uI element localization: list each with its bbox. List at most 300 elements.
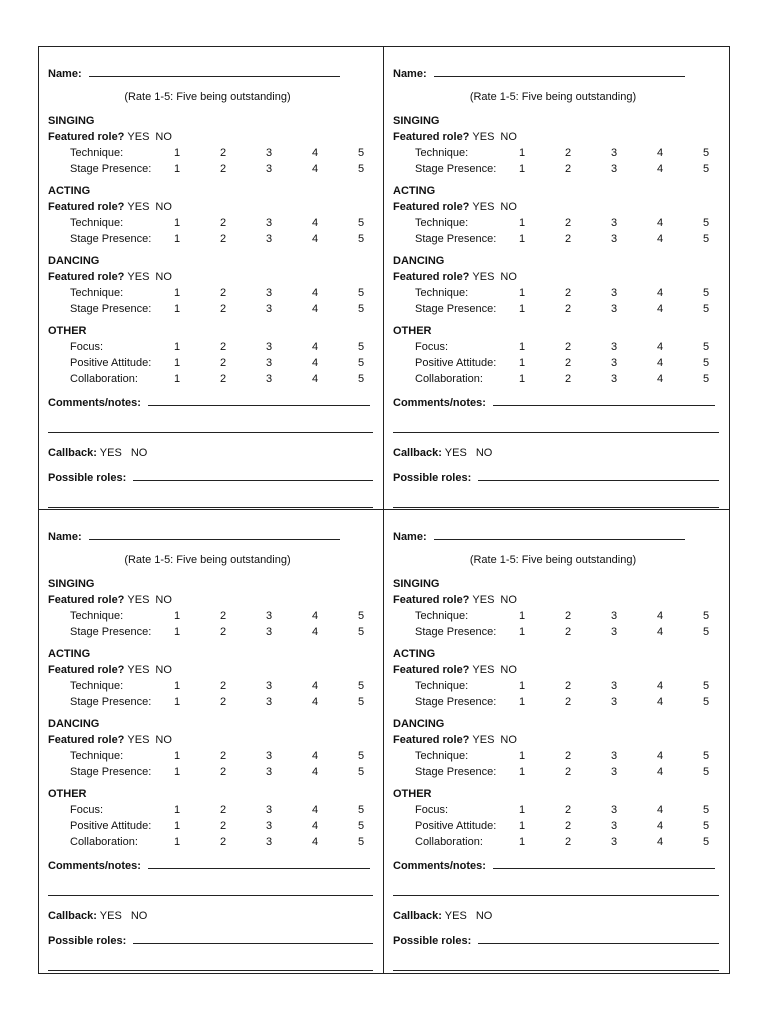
score-option-1[interactable]: 1 <box>519 287 526 299</box>
possible-roles-extra-line[interactable] <box>393 495 719 508</box>
score-option-3[interactable]: 3 <box>266 836 273 848</box>
featured-role-row <box>393 732 719 748</box>
score-option-5[interactable]: 5 <box>358 303 365 315</box>
possible-roles-label: Possible roles: <box>393 935 472 947</box>
possible-roles-field[interactable] <box>478 469 719 481</box>
score-option-5[interactable]: 5 <box>703 766 710 778</box>
score-option-4[interactable]: 4 <box>657 373 664 385</box>
score-option-5[interactable]: 5 <box>703 357 710 369</box>
rating-row <box>393 231 719 247</box>
score-option-3[interactable]: 3 <box>266 341 273 353</box>
rating-row <box>393 748 719 764</box>
score-option-4[interactable]: 4 <box>312 766 319 778</box>
score-option-4[interactable]: 4 <box>657 836 664 848</box>
score-option-2[interactable]: 2 <box>565 357 572 369</box>
score-option-3[interactable]: 3 <box>266 804 273 816</box>
score-option-3[interactable]: 3 <box>611 820 618 832</box>
score-option-1[interactable]: 1 <box>519 303 526 315</box>
score-option-1[interactable]: 1 <box>174 750 181 762</box>
score-option-5[interactable]: 5 <box>358 836 365 848</box>
score-option-4[interactable]: 4 <box>312 820 319 832</box>
section-title: SINGING <box>393 115 440 127</box>
rating-row <box>393 285 719 301</box>
score-option-2[interactable]: 2 <box>565 373 572 385</box>
score-option-1[interactable]: 1 <box>174 233 181 245</box>
featured-no-option[interactable]: NO <box>155 271 172 283</box>
possible-roles-label: Possible roles: <box>393 472 472 484</box>
score-option-1[interactable]: 1 <box>174 147 181 159</box>
score-option-3[interactable]: 3 <box>611 696 618 708</box>
score-option-2[interactable]: 2 <box>220 766 227 778</box>
score-option-3[interactable]: 3 <box>611 147 618 159</box>
featured-no-option[interactable]: NO <box>500 271 517 283</box>
callback-row <box>48 445 373 461</box>
score-option-5[interactable]: 5 <box>703 287 710 299</box>
score-option-3[interactable]: 3 <box>266 750 273 762</box>
criterion-label: Technique: <box>415 147 469 159</box>
score-option-2[interactable]: 2 <box>565 680 572 692</box>
score-option-2[interactable]: 2 <box>565 303 572 315</box>
name-field[interactable] <box>434 528 685 540</box>
score-option-5[interactable]: 5 <box>358 626 365 638</box>
score-option-2[interactable]: 2 <box>565 766 572 778</box>
comments-field[interactable] <box>493 857 715 869</box>
comments-field[interactable] <box>493 394 715 406</box>
score-option-2[interactable]: 2 <box>565 626 572 638</box>
featured-yes-option[interactable]: YES <box>472 201 495 213</box>
score-option-3[interactable]: 3 <box>611 233 618 245</box>
featured-no-option[interactable]: NO <box>500 734 517 746</box>
section-title: ACTING <box>48 648 91 660</box>
score-option-2[interactable]: 2 <box>565 750 572 762</box>
criterion-label: Positive Attitude: <box>70 820 152 832</box>
score-option-5[interactable]: 5 <box>703 147 710 159</box>
rating-row <box>393 371 719 387</box>
score-option-3[interactable]: 3 <box>611 373 618 385</box>
criterion-label: Technique: <box>70 680 124 692</box>
featured-no-option[interactable]: NO <box>500 664 517 676</box>
score-option-1[interactable]: 1 <box>174 303 181 315</box>
score-option-3[interactable]: 3 <box>266 357 273 369</box>
criterion-label: Positive Attitude: <box>415 820 497 832</box>
score-option-4[interactable]: 4 <box>657 626 664 638</box>
score-option-3[interactable]: 3 <box>266 610 273 622</box>
comments-field[interactable] <box>148 857 370 869</box>
score-option-5[interactable]: 5 <box>703 341 710 353</box>
rating-row <box>48 694 373 710</box>
score-option-4[interactable]: 4 <box>312 303 319 315</box>
score-option-3[interactable]: 3 <box>611 610 618 622</box>
criterion-label: Technique: <box>415 680 469 692</box>
score-option-4[interactable]: 4 <box>657 750 664 762</box>
comments-extra-line[interactable] <box>48 883 373 896</box>
score-option-2[interactable]: 2 <box>220 233 227 245</box>
criterion-label: Positive Attitude: <box>70 357 152 369</box>
score-option-3[interactable]: 3 <box>266 766 273 778</box>
score-option-1[interactable]: 1 <box>519 217 526 229</box>
score-option-2[interactable]: 2 <box>565 836 572 848</box>
featured-role-row <box>48 129 373 145</box>
score-option-2[interactable]: 2 <box>220 750 227 762</box>
featured-no-option[interactable]: NO <box>155 664 172 676</box>
score-option-5[interactable]: 5 <box>358 357 365 369</box>
score-option-3[interactable]: 3 <box>611 766 618 778</box>
score-option-4[interactable]: 4 <box>312 750 319 762</box>
score-option-1[interactable]: 1 <box>174 163 181 175</box>
criterion-label: Technique: <box>70 147 124 159</box>
section-singing <box>48 576 373 640</box>
name-field[interactable] <box>89 528 340 540</box>
score-option-1[interactable]: 1 <box>174 804 181 816</box>
score-option-5[interactable]: 5 <box>358 163 365 175</box>
score-option-4[interactable]: 4 <box>312 804 319 816</box>
section-acting <box>393 183 719 247</box>
score-option-2[interactable]: 2 <box>220 836 227 848</box>
score-option-2[interactable]: 2 <box>220 696 227 708</box>
section-title: SINGING <box>393 578 440 590</box>
score-option-5[interactable]: 5 <box>358 820 365 832</box>
score-option-3[interactable]: 3 <box>266 696 273 708</box>
comments-field[interactable] <box>148 394 370 406</box>
featured-yes-option[interactable]: YES <box>472 734 495 746</box>
featured-no-option[interactable]: NO <box>500 131 517 143</box>
featured-no-option[interactable]: NO <box>500 201 517 213</box>
featured-no-option[interactable]: NO <box>155 131 172 143</box>
score-option-4[interactable]: 4 <box>657 147 664 159</box>
section-title: SINGING <box>48 578 95 590</box>
criterion-label: Focus: <box>70 804 104 816</box>
section-singing <box>48 113 373 177</box>
score-option-3[interactable]: 3 <box>611 750 618 762</box>
score-option-5[interactable]: 5 <box>358 696 365 708</box>
callback-yes-option[interactable]: YES <box>444 910 467 922</box>
callback-yes-option[interactable]: YES <box>99 910 122 922</box>
possible-roles-extra-line[interactable] <box>48 958 373 971</box>
score-option-2[interactable]: 2 <box>565 804 572 816</box>
rating-row <box>393 802 719 818</box>
rating-row <box>48 355 373 371</box>
section-title: DANCING <box>393 718 445 730</box>
score-option-3[interactable]: 3 <box>266 163 273 175</box>
score-option-2[interactable]: 2 <box>565 217 572 229</box>
score-option-1[interactable]: 1 <box>519 147 526 159</box>
featured-yes-option[interactable]: YES <box>127 201 150 213</box>
score-option-2[interactable]: 2 <box>565 820 572 832</box>
score-option-5[interactable]: 5 <box>703 804 710 816</box>
score-option-2[interactable]: 2 <box>220 626 227 638</box>
score-option-1[interactable]: 1 <box>174 820 181 832</box>
score-option-5[interactable]: 5 <box>703 163 710 175</box>
score-option-4[interactable]: 4 <box>312 287 319 299</box>
score-option-5[interactable]: 5 <box>703 750 710 762</box>
score-option-4[interactable]: 4 <box>657 696 664 708</box>
featured-yes-option[interactable]: YES <box>127 664 150 676</box>
score-option-3[interactable]: 3 <box>611 287 618 299</box>
featured-yes-option[interactable]: YES <box>127 131 150 143</box>
score-option-4[interactable]: 4 <box>657 357 664 369</box>
score-option-2[interactable]: 2 <box>220 610 227 622</box>
possible-roles-field[interactable] <box>133 932 373 944</box>
score-option-2[interactable]: 2 <box>220 163 227 175</box>
callback-no-option[interactable]: NO <box>130 447 148 459</box>
comments-label: Comments/notes: <box>393 860 486 872</box>
score-option-4[interactable]: 4 <box>657 766 664 778</box>
callback-no-option[interactable]: NO <box>475 910 493 922</box>
featured-yes-option[interactable]: YES <box>472 664 495 676</box>
score-option-1[interactable]: 1 <box>519 836 526 848</box>
score-option-3[interactable]: 3 <box>611 357 618 369</box>
score-option-5[interactable]: 5 <box>703 233 710 245</box>
comments-extra-line[interactable] <box>48 420 373 433</box>
score-option-5[interactable]: 5 <box>703 820 710 832</box>
section-dancing <box>48 716 373 780</box>
score-option-1[interactable]: 1 <box>174 217 181 229</box>
possible-roles-extra-line[interactable] <box>48 495 373 508</box>
comments-extra-line[interactable] <box>393 420 719 433</box>
callback-yes-option[interactable]: YES <box>99 447 122 459</box>
featured-yes-option[interactable]: YES <box>127 734 150 746</box>
score-option-2[interactable]: 2 <box>220 680 227 692</box>
score-option-3[interactable]: 3 <box>611 626 618 638</box>
score-option-3[interactable]: 3 <box>611 303 618 315</box>
score-option-2[interactable]: 2 <box>565 147 572 159</box>
criterion-label: Stage Presence: <box>70 766 152 778</box>
score-option-1[interactable]: 1 <box>519 163 526 175</box>
score-option-4[interactable]: 4 <box>312 357 319 369</box>
score-option-1[interactable]: 1 <box>174 357 181 369</box>
rating-row <box>48 802 373 818</box>
score-option-4[interactable]: 4 <box>312 163 319 175</box>
possible-roles-field[interactable] <box>133 469 373 481</box>
score-option-5[interactable]: 5 <box>358 373 365 385</box>
score-option-1[interactable]: 1 <box>519 626 526 638</box>
score-option-1[interactable]: 1 <box>519 820 526 832</box>
score-option-2[interactable]: 2 <box>565 233 572 245</box>
featured-yes-option[interactable]: YES <box>472 271 495 283</box>
score-option-5[interactable]: 5 <box>358 610 365 622</box>
section-other <box>393 323 719 387</box>
score-option-5[interactable]: 5 <box>358 750 365 762</box>
featured-yes-option[interactable]: YES <box>472 594 495 606</box>
featured-no-option[interactable]: NO <box>155 734 172 746</box>
score-option-1[interactable]: 1 <box>519 373 526 385</box>
score-option-2[interactable]: 2 <box>220 217 227 229</box>
score-option-4[interactable]: 4 <box>657 163 664 175</box>
score-option-4[interactable]: 4 <box>312 233 319 245</box>
featured-no-option[interactable]: NO <box>155 201 172 213</box>
section-dancing <box>393 253 719 317</box>
score-option-1[interactable]: 1 <box>519 357 526 369</box>
score-option-3[interactable]: 3 <box>611 836 618 848</box>
score-option-1[interactable]: 1 <box>519 680 526 692</box>
score-option-4[interactable]: 4 <box>657 233 664 245</box>
name-label: Name: <box>393 531 427 543</box>
score-option-1[interactable]: 1 <box>174 610 181 622</box>
score-option-5[interactable]: 5 <box>703 610 710 622</box>
section-title: OTHER <box>48 788 87 800</box>
score-option-2[interactable]: 2 <box>220 287 227 299</box>
score-option-2[interactable]: 2 <box>220 341 227 353</box>
score-option-3[interactable]: 3 <box>266 147 273 159</box>
name-field[interactable] <box>89 65 340 77</box>
score-option-3[interactable]: 3 <box>266 233 273 245</box>
section-title: OTHER <box>393 788 432 800</box>
score-option-5[interactable]: 5 <box>358 804 365 816</box>
section-dancing <box>393 716 719 780</box>
score-option-4[interactable]: 4 <box>312 341 319 353</box>
score-option-4[interactable]: 4 <box>312 147 319 159</box>
score-option-2[interactable]: 2 <box>220 804 227 816</box>
score-option-4[interactable]: 4 <box>657 287 664 299</box>
score-option-2[interactable]: 2 <box>220 357 227 369</box>
callback-label: Callback: <box>393 447 442 459</box>
score-option-2[interactable]: 2 <box>220 373 227 385</box>
criterion-label: Stage Presence: <box>415 233 497 245</box>
score-option-5[interactable]: 5 <box>358 287 365 299</box>
rating-row <box>48 764 373 780</box>
comments-extra-line[interactable] <box>393 883 719 896</box>
featured-yes-option[interactable]: YES <box>127 594 150 606</box>
score-option-2[interactable]: 2 <box>565 696 572 708</box>
featured-no-option[interactable]: NO <box>500 594 517 606</box>
featured-role-label: Featured role? <box>393 131 470 143</box>
score-option-5[interactable]: 5 <box>358 680 365 692</box>
score-option-4[interactable]: 4 <box>657 303 664 315</box>
possible-roles-field[interactable] <box>478 932 719 944</box>
section-title: DANCING <box>393 255 445 267</box>
score-option-2[interactable]: 2 <box>565 287 572 299</box>
featured-role-row <box>393 592 719 608</box>
score-option-5[interactable]: 5 <box>703 696 710 708</box>
score-option-1[interactable]: 1 <box>174 626 181 638</box>
score-option-3[interactable]: 3 <box>611 341 618 353</box>
score-option-5[interactable]: 5 <box>358 341 365 353</box>
score-option-3[interactable]: 3 <box>266 680 273 692</box>
score-option-3[interactable]: 3 <box>266 373 273 385</box>
score-option-1[interactable]: 1 <box>519 696 526 708</box>
comments-row <box>48 394 373 410</box>
score-option-4[interactable]: 4 <box>312 680 319 692</box>
score-option-4[interactable]: 4 <box>312 696 319 708</box>
score-option-1[interactable]: 1 <box>519 233 526 245</box>
score-option-4[interactable]: 4 <box>312 217 319 229</box>
callback-no-option[interactable]: NO <box>475 447 493 459</box>
score-option-1[interactable]: 1 <box>519 750 526 762</box>
score-option-5[interactable]: 5 <box>703 626 710 638</box>
rating-row <box>48 145 373 161</box>
score-option-3[interactable]: 3 <box>266 303 273 315</box>
score-option-4[interactable]: 4 <box>312 836 319 848</box>
score-option-4[interactable]: 4 <box>657 341 664 353</box>
section-title: ACTING <box>48 185 91 197</box>
score-option-2[interactable]: 2 <box>565 341 572 353</box>
score-option-3[interactable]: 3 <box>266 287 273 299</box>
comments-label: Comments/notes: <box>393 397 486 409</box>
score-option-5[interactable]: 5 <box>703 303 710 315</box>
score-option-5[interactable]: 5 <box>703 373 710 385</box>
comments-row <box>393 857 719 873</box>
score-option-1[interactable]: 1 <box>174 836 181 848</box>
score-option-3[interactable]: 3 <box>266 626 273 638</box>
featured-yes-option[interactable]: YES <box>127 271 150 283</box>
score-option-1[interactable]: 1 <box>519 341 526 353</box>
rating-row <box>48 161 373 177</box>
name-field[interactable] <box>434 65 685 77</box>
callback-no-option[interactable]: NO <box>130 910 148 922</box>
score-option-1[interactable]: 1 <box>174 680 181 692</box>
score-option-3[interactable]: 3 <box>611 680 618 692</box>
score-option-1[interactable]: 1 <box>174 766 181 778</box>
featured-role-label: Featured role? <box>48 734 125 746</box>
score-option-4[interactable]: 4 <box>657 680 664 692</box>
score-option-2[interactable]: 2 <box>565 163 572 175</box>
criterion-label: Collaboration: <box>70 373 138 385</box>
score-option-4[interactable]: 4 <box>657 610 664 622</box>
section-other <box>48 786 373 850</box>
featured-role-row <box>48 732 373 748</box>
score-option-1[interactable]: 1 <box>174 287 181 299</box>
score-option-1[interactable]: 1 <box>174 341 181 353</box>
score-option-2[interactable]: 2 <box>220 303 227 315</box>
score-option-2[interactable]: 2 <box>220 147 227 159</box>
score-option-4[interactable]: 4 <box>657 820 664 832</box>
score-option-5[interactable]: 5 <box>358 233 365 245</box>
score-option-4[interactable]: 4 <box>312 610 319 622</box>
score-option-1[interactable]: 1 <box>519 766 526 778</box>
criterion-label: Positive Attitude: <box>415 357 497 369</box>
criterion-label: Stage Presence: <box>70 696 152 708</box>
score-option-1[interactable]: 1 <box>174 696 181 708</box>
name-row <box>48 65 373 81</box>
score-option-5[interactable]: 5 <box>358 766 365 778</box>
score-option-5[interactable]: 5 <box>703 680 710 692</box>
rating-row <box>393 215 719 231</box>
featured-no-option[interactable]: NO <box>155 594 172 606</box>
rating-row <box>393 608 719 624</box>
callback-yes-option[interactable]: YES <box>444 447 467 459</box>
score-option-3[interactable]: 3 <box>611 163 618 175</box>
criterion-label: Technique: <box>70 750 124 762</box>
score-option-2[interactable]: 2 <box>220 820 227 832</box>
score-option-3[interactable]: 3 <box>266 820 273 832</box>
featured-yes-option[interactable]: YES <box>472 131 495 143</box>
criterion-label: Collaboration: <box>70 836 138 848</box>
card-content <box>48 528 373 971</box>
score-option-2[interactable]: 2 <box>565 610 572 622</box>
score-option-3[interactable]: 3 <box>611 217 618 229</box>
rating-row <box>48 215 373 231</box>
criterion-label: Collaboration: <box>415 836 483 848</box>
score-option-5[interactable]: 5 <box>703 217 710 229</box>
score-option-5[interactable]: 5 <box>358 147 365 159</box>
featured-role-label: Featured role? <box>48 271 125 283</box>
score-option-3[interactable]: 3 <box>611 804 618 816</box>
score-option-1[interactable]: 1 <box>519 610 526 622</box>
score-option-4[interactable]: 4 <box>312 373 319 385</box>
score-option-4[interactable]: 4 <box>312 626 319 638</box>
score-option-4[interactable]: 4 <box>657 217 664 229</box>
score-option-1[interactable]: 1 <box>174 373 181 385</box>
score-option-1[interactable]: 1 <box>519 804 526 816</box>
possible-roles-extra-line[interactable] <box>393 958 719 971</box>
score-option-5[interactable]: 5 <box>358 217 365 229</box>
callback-row <box>393 445 719 461</box>
score-option-4[interactable]: 4 <box>657 804 664 816</box>
score-option-5[interactable]: 5 <box>703 836 710 848</box>
score-option-3[interactable]: 3 <box>266 217 273 229</box>
criterion-label: Stage Presence: <box>415 766 497 778</box>
featured-role-label: Featured role? <box>393 664 470 676</box>
